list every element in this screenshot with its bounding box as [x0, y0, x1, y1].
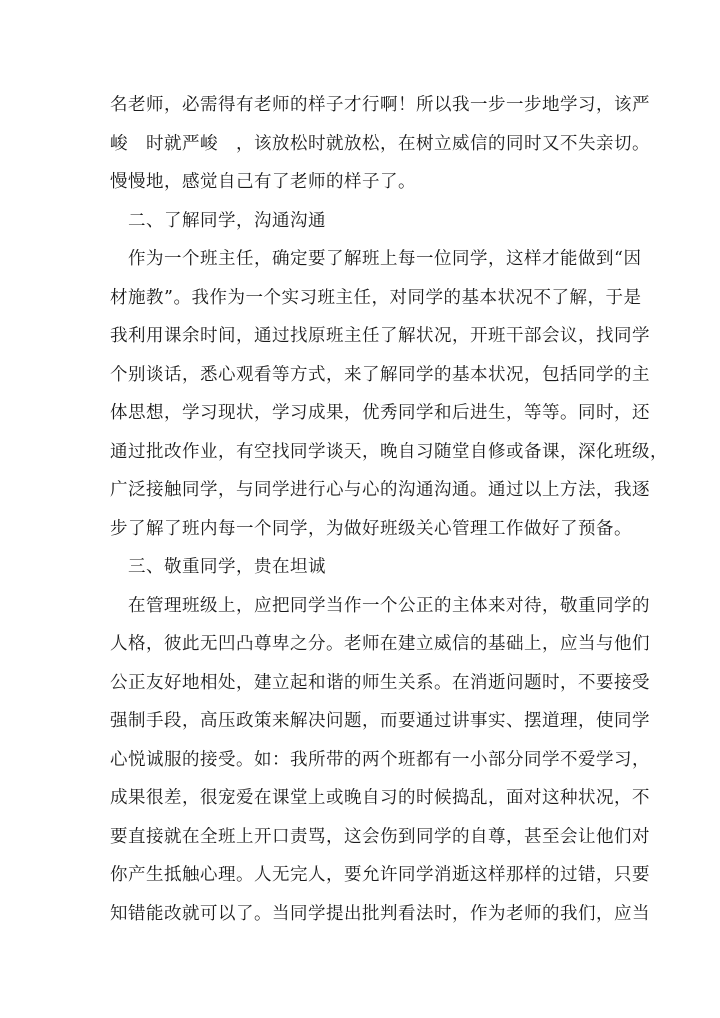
text-line: 成果很差，很宠爱在课堂上或晚自习的时候捣乱，面对这种状况，不 — [110, 788, 650, 808]
text-line: 在管理班级上，应把同学当作一个公正的主体来对待，敬重同学的 — [128, 595, 650, 616]
section-heading: 二、了解同学，沟通沟通 — [128, 210, 326, 231]
text-line: 你产生抵触心理。人无完人，要允许同学消逝这样那样的过错，只要 — [110, 865, 650, 885]
text-line: 慢慢地，感觉自己有了老师的样子了。 — [110, 172, 416, 192]
text-line: 广泛接触同学，与同学进行心与心的沟通沟通。通过以上方法，我逐 — [110, 480, 650, 500]
text-line: 步了解了班内每一个同学，为做好班级关心管理工作做好了预备。 — [110, 518, 632, 539]
text-line: 要直接就在全班上开口责骂，这会伤到同学的自尊，甚至会让他们对 — [110, 826, 650, 847]
text-line: 个别谈话，悉心观看等方式，来了解同学的基本状况，包括同学的主 — [110, 364, 650, 385]
text-line: 强制手段，高压政策来解决问题，而要通过讲事实、摆道理，使同学 — [110, 711, 650, 731]
text-line: 名老师，必需得有老师的样子才行啊！所以我一步一步地学习，该严 — [110, 95, 650, 115]
text-line: 体思想，学习现状，学习成果，优秀同学和后进生，等等。同时，还 — [110, 403, 650, 423]
text-line: 我利用课余时间，通过找原班主任了解状况，开班干部会议，找同学 — [110, 326, 650, 346]
text-line: 通过批改作业，有空找同学谈天，晚自习随堂自修或备课，深化班级， — [110, 441, 668, 462]
text-line: 人格，彼此无凹凸尊卑之分。老师在建立威信的基础上，应当与他们 — [110, 634, 650, 654]
text-line: 峻 时就严峻 ，该放松时就放松，在树立威信的同时又不失亲切。 — [110, 133, 650, 154]
text-line: 作为一个班主任，确定要了解班上每一位同学，这样才能做到“因 — [128, 249, 642, 269]
text-line: 知错能改就可以了。当同学提出批判看法时，作为老师的我们，应当 — [110, 903, 650, 924]
document-body — [110, 86, 668, 933]
text-line: 心悦诚服的接受。如：我所带的两个班都有一小部分同学不爱学习， — [110, 749, 650, 770]
text-line: 公正友好地相处，建立起和谐的师生关系。在消逝问题时，不要接受 — [110, 672, 650, 693]
section-heading: 三、敬重同学，贵在坦诚 — [128, 557, 326, 577]
text-line: 材施教”。我作为一个实习班主任，对同学的基本状况不了解，于是 — [110, 287, 642, 308]
